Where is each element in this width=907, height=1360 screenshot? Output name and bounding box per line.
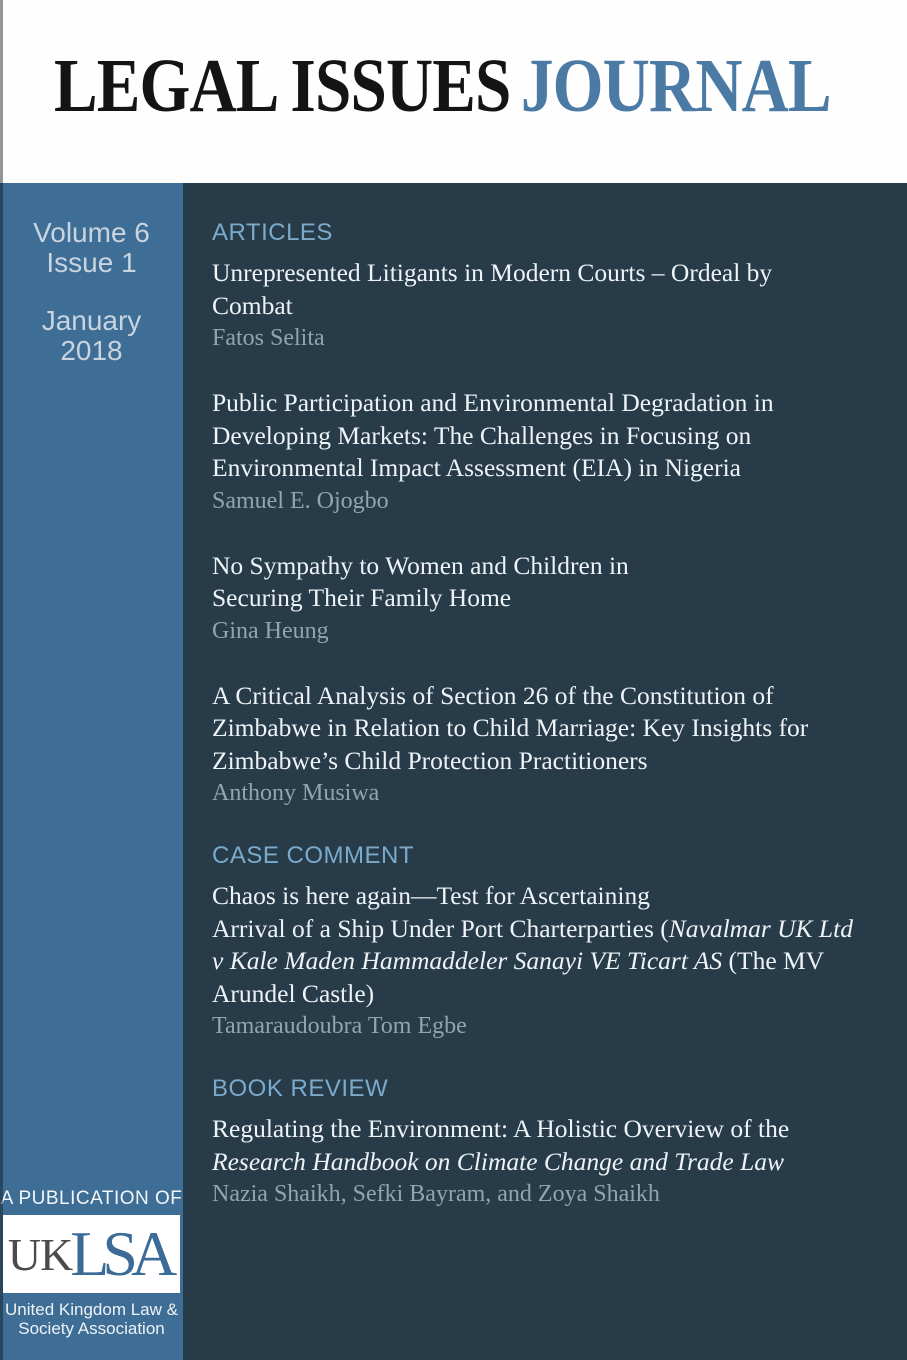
title-line: [212, 420, 893, 453]
title-segment: Developing Markets: The Challenges in Focusing on: [212, 420, 752, 450]
article-title: [212, 387, 893, 485]
title-line: [212, 712, 893, 745]
title-segment: Public Participation and Environmental Degradation in: [212, 388, 774, 417]
title-segment: (The MV: [722, 946, 825, 975]
publication-block: [0, 1188, 183, 1360]
year-label: 2018: [60, 335, 123, 366]
toc-item: [212, 550, 893, 647]
table-of-contents: [183, 183, 907, 1360]
publication-label: A PUBLICATION OF: [0, 1188, 183, 1209]
title-segment: Securing Their Family Home: [212, 583, 512, 612]
article-author: Gina Heung: [212, 617, 329, 644]
title-segment: Arrival of a Ship Under Port Charterparties (: [212, 913, 669, 943]
toc-item: [212, 1113, 893, 1210]
article-author: Fatos Selita: [212, 325, 325, 351]
org-name: [0, 1300, 183, 1338]
journal-title-black: LEGAL ISSUES: [54, 44, 511, 128]
issue-info: [0, 183, 183, 366]
title-line: [212, 550, 893, 583]
article-title: [212, 680, 893, 778]
uklsa-logo: [3, 1215, 180, 1293]
issue-label: Issue 1: [46, 247, 137, 278]
title-line: [212, 745, 893, 778]
title-segment: A Critical Analysis of Section 26 of the Constitution of: [212, 680, 774, 710]
title-line: [212, 880, 893, 913]
article-author: Anthony Musiwa: [212, 780, 380, 806]
title-line: [212, 680, 893, 713]
title-segment-italic: v Kale Maden Hammaddeler Sanayi VE Ticart AS: [212, 946, 723, 975]
title-line: [212, 1113, 893, 1146]
title-line: [212, 290, 893, 323]
section-heading-book-review: BOOK REVIEW: [212, 1075, 389, 1102]
section-heading-case-comment: CASE COMMENT: [212, 842, 415, 869]
title-line: [212, 257, 893, 290]
title-line: [212, 387, 893, 420]
title-segment: Zimbabwe in Relation to Child Marriage: Key Insights for: [212, 713, 809, 742]
title-segment: Zimbabwe’s Child Protection Practitioners: [212, 745, 648, 775]
article-author: Samuel E. Ojogbo: [212, 487, 389, 514]
org-name-line1: United Kingdom Law &: [5, 1300, 178, 1319]
title-segment: Regulating the Environment: A Holistic Overview of the: [212, 1114, 790, 1143]
article-title: [212, 257, 893, 322]
article-title: [212, 550, 893, 615]
title-segment-italic: Navalmar UK Ltd: [668, 913, 853, 943]
title-segment-italic: Research Handbook on Climate Change and Trade Law: [212, 1146, 785, 1176]
title-segment: Environmental Impact Assessment (EIA) in Nigeria: [212, 453, 741, 482]
title-line: [212, 1146, 893, 1179]
toc-item: [212, 880, 893, 1042]
title-segment: Arundel Castle): [212, 978, 375, 1008]
sidebar-spacer: [0, 366, 183, 1188]
section-heading-articles: ARTICLES: [212, 219, 333, 246]
journal-header: [0, 0, 907, 183]
title-line: [212, 452, 893, 485]
title-segment: No Sympathy to Women and Children in: [212, 550, 629, 580]
toc-item: [212, 257, 893, 354]
journal-title-blue: JOURNAL: [520, 44, 831, 128]
title-line: [212, 913, 893, 946]
org-name-line2: Society Association: [18, 1319, 165, 1338]
article-author: Tamaraudoubra Tom Egbe: [212, 1013, 467, 1039]
spacer-line: [0, 278, 183, 306]
volume-label: Volume 6: [33, 217, 150, 248]
logo-uk-text: UK: [7, 1228, 73, 1280]
month-label: January: [41, 305, 142, 336]
title-line: [212, 978, 893, 1011]
sidebar: [0, 183, 183, 1360]
article-author: Nazia Shaikh, Sefki Bayram, and Zoya Shaikh: [212, 1181, 660, 1207]
left-edge-shadow: [0, 0, 3, 1360]
title-segment: Chaos is here again—Test for Ascertaining: [212, 881, 650, 910]
title-segment: Combat: [212, 290, 293, 320]
article-title: [212, 880, 893, 1010]
cover-body: [0, 183, 907, 1360]
title-line: [212, 945, 893, 978]
logo-lsa-text: LSA: [70, 1218, 171, 1289]
article-title: [212, 1113, 893, 1178]
toc-item: [212, 680, 893, 810]
toc-item: [212, 387, 893, 517]
journal-title: [54, 43, 831, 130]
title-segment: Unrepresented Litigants in Modern Courts – Ordeal by: [212, 258, 773, 287]
title-line: [212, 582, 893, 615]
